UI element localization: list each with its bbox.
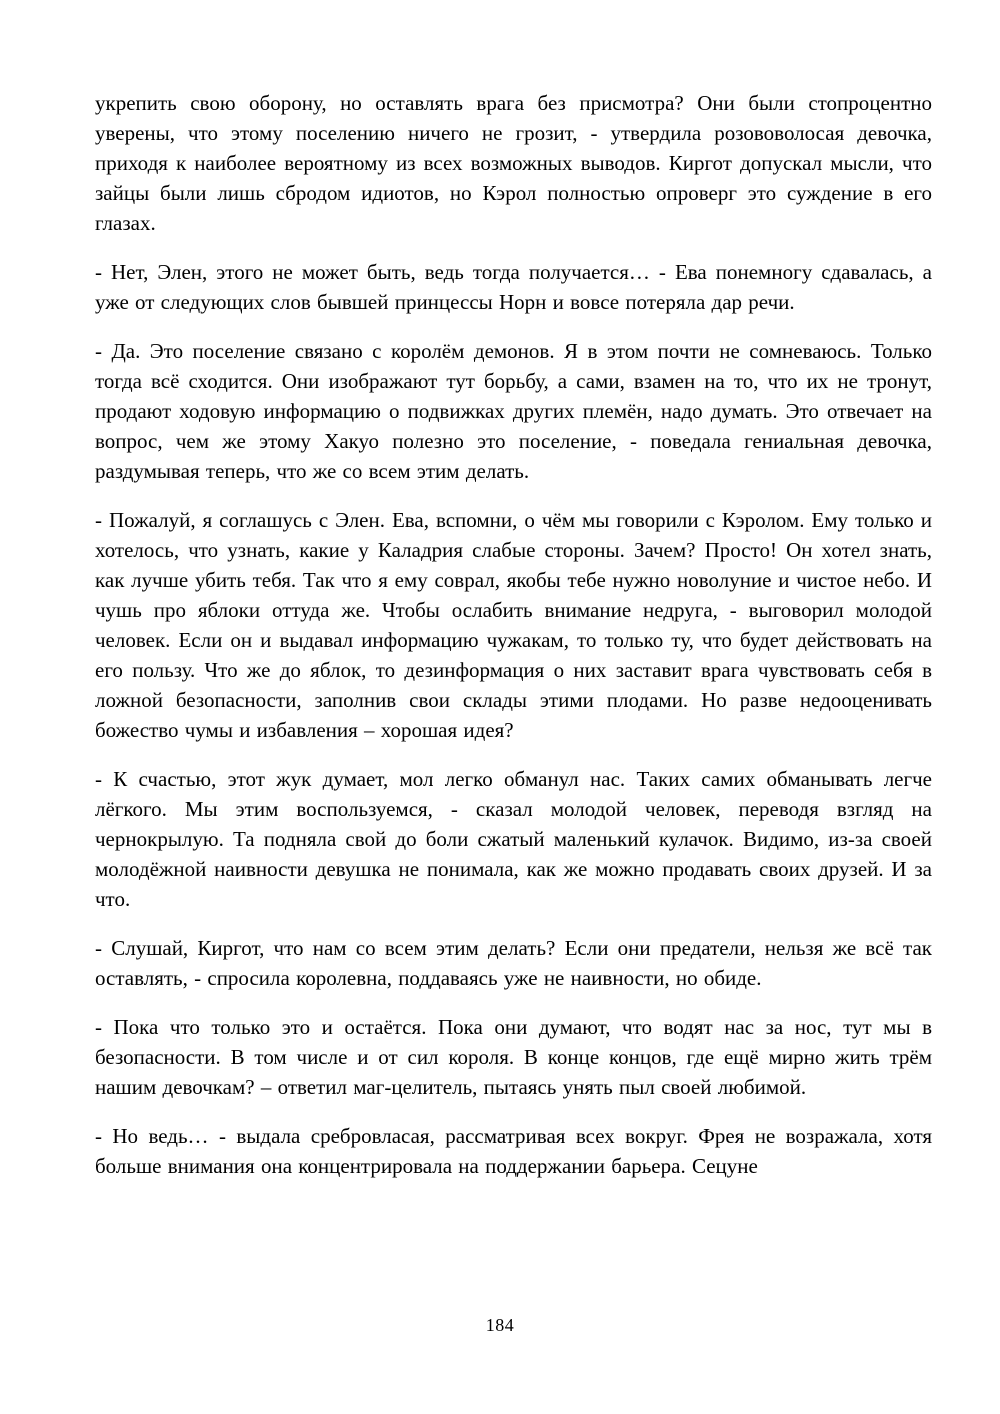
paragraph-2: - Нет, Элен, этого не может быть, ведь тогда получается… - Ева понемногу сдавалась, а уже от следующих слов бывшей принцессы Норн и вовсе потеряла дар речи. xyxy=(95,260,932,314)
paragraph-7: - Пока что только это и остаётся. Пока они думают, что водят нас за нос, тут мы в безопасности. В том числе и от сил короля. В конце концов, где ещё мирно жить трём нашим девочкам? – ответил маг-целитель, пытаясь унять пыл своей любимой. xyxy=(95,1015,932,1099)
paragraph-4: - Пожалуй, я соглашусь с Элен. Ева, вспомни, о чём мы говорили с Кэролом. Ему только и хотелось, что узнать, какие у Каладрия слабые стороны. Зачем? Просто! Он хотел знать, как лучше убить тебя. Так что я ему соврал, якобы тебе нужно новолуние и чистое небо. И чушь про яблоки оттуда же. Чтобы ослабить внимание недруга, - выговорил молодой человек. Если он и выдавал информацию чужакам, то только ту, что будет действовать на его пользу. Что же до яблок, то дезинформация о них заставит врага чувствовать себя в ложной безопасности, заполнив свои склады этими плодами. Но разве недооценивать божество чумы и избавления – хорошая идея? xyxy=(95,508,932,742)
paragraph-8: - Но ведь… - выдала сребровласая, рассматривая всех вокруг. Фрея не возражала, хотя больше внимания она концентрировала на поддержании барьера. Сецуне xyxy=(95,1124,932,1178)
paragraph-3: - Да. Это поселение связано с королём демонов. Я в этом почти не сомневаюсь. Только тогда всё сходится. Они изображают тут борьбу, а сами, взамен на то, что их не тронут, продают ходовую информацию о подвижках других племён, надо думать. Это отвечает на вопрос, чем же этому Хакуо полезно это поселение, - поведала гениальная девочка, раздумывая теперь, что же со всем этим делать. xyxy=(95,339,932,483)
page-number: 184 xyxy=(485,1315,515,1335)
paragraph-5: - К счастью, этот жук думает, мол легко обманул нас. Таких самих обманывать легче лёгкого. Мы этим воспользуемся, - сказал молодой человек, переводя взгляд на чернокрылую. Та подняла свой до боли сжатый маленький кулачок. Видимо, из-за своей молодёжной наивности девушка не понимала, как же можно продавать своих друзей. И за что. xyxy=(95,767,932,911)
paragraph-1: укрепить свою оборону, но оставлять врага без присмотра? Они были стопроцентно уверены, что этому поселению ничего не грозит, - утвердила розововолосая девочка, приходя к наиболее вероятному из всех возможных выводов. Киргот допускал мысли, что зайцы были лишь сбродом идиотов, но Кэрол полностью опроверг это суждение в его глазах. xyxy=(95,91,932,235)
paragraph-6: - Слушай, Киргот, что нам со всем этим делать? Если они предатели, нельзя же всё так оставлять, - спросила королевна, поддаваясь уже не наивности, но обиде. xyxy=(95,936,932,990)
page-footer xyxy=(0,1315,1000,1336)
text-body xyxy=(95,88,932,1181)
